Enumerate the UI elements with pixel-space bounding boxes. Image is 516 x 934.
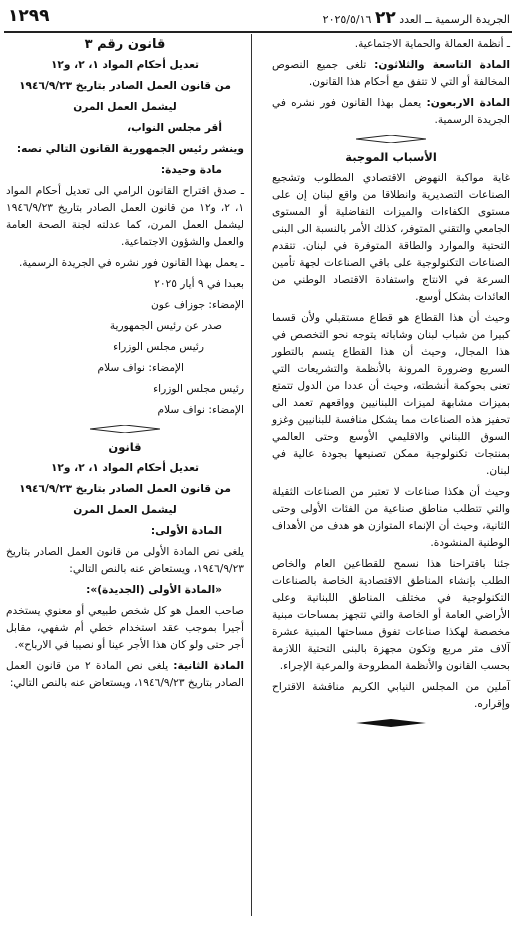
article-text: ـ صدق اقتراح القانون الرامي الى تعديل أحكام المواد ١، ٢، و١٢ من قانون العمل الصادر بتاريخ ١٩٤٦/٩/٢٣ ليشمل العمل المرن، كما عدلته لجنة الصحة العامة والعمل والشؤون الاجتماعية. (6, 185, 245, 248)
new-article-heading: «المادة الأولى (الجديدة)»: (86, 584, 222, 596)
law-title-line: ليشمل العمل المرن (73, 101, 177, 113)
signature: الإمضاء: نواف سلام (157, 404, 244, 416)
article-text: صاحب العمل هو كل شخص طبيعي أو معنوي يستخدم أجيرا بموجب عقد استخدام خطي أم شفهي، مقابل أجر حتى ولو كان هذا الأجر عينا أو نصيبا في الارباح». (6, 605, 244, 651)
law-title-line: من قانون العمل الصادر بتاريخ ١٩٤٦/٩/٢٣ (19, 483, 231, 495)
end-ornament (356, 719, 426, 727)
article-text: يلغى نص المادة ٢ من قانون العمل الصادر بتاريخ ١٩٤٦/٩/٢٣، ويستعاض عنه بالنص التالي: (6, 660, 244, 689)
journal-name: الجريدة الرسمية ــ العدد (399, 13, 510, 26)
page-number: ١٢٩٩ (8, 6, 50, 26)
issue-number: ٢٢ (374, 8, 396, 28)
reasons-paragraph: غاية مواكبة النهوض الاقتصادي المطلوب وتشجيع الصناعات التصديرية وانطلاقا من واقع لبنان إن على مستوى الكفاءات والميزات التفاضلية أو المستوى الجامعي والتقني المتوفر، كذلك الأمر بالنسبة الى البنى التحتية والموارد والطاقة المتوفرة في لبنان. تتقدم الصناعات التكنولوجية على باقي الصناعات لجهة تأمين السرعة في الانتاج واستفادة الاقتصاد الوطني من العائدات بشكل أوسع. (272, 172, 510, 303)
pm-title: رئيس مجلس الوزراء (113, 341, 204, 353)
article-text: تلغى جميع النصوص المخالفة أو التي لا تتفق مع أحكام هذا القانون. (272, 59, 510, 88)
parliament-line: أقر مجلس النواب، (127, 122, 222, 134)
law-title-line: ليشمل العمل المرن (73, 504, 177, 516)
issue-date: ٢٠٢٥/٥/١٦ (322, 13, 372, 26)
signature: الإمضاء: نواف سلام (97, 362, 184, 374)
reasons-paragraph: جئنا باقتراحنا هذا نسمح للقطاعين العام والخاص الطلب بإنشاء المناطق الاقتصادية الخاصة بالصناعات التكنولوجية في مختلف المناطق اللبنانية وعلى الأراضي العامة أو الخاصة والتي تتجهز بمساحات مبنية مخصصة لهكذا صناعات تفوق مساحتها المبنية عشرة آلاف متر مربع وتكون مجهزة بالبنى التحتية اللازمة بحسب القانون والأنظمة المطروحة والمرعية الإجراء. (272, 558, 510, 672)
law-title-line: تعديل أحكام المواد ١، ٢، و١٢ (50, 462, 200, 474)
article-2 (6, 658, 244, 692)
single-article-heading: مادة وحيدة: (160, 164, 222, 176)
column-divider (251, 34, 252, 916)
article-text: يلغى نص المادة الأولى من قانون العمل الصادر بتاريخ ١٩٤٦/٩/٢٣، ويستعاض عنه بالنص التالي: (6, 546, 244, 575)
reasons-title: الأسباب الموجبة (345, 150, 437, 164)
separator-ornament (90, 425, 160, 433)
issued-by: صدر عن رئيس الجمهورية (109, 320, 222, 332)
article-text: ـ يعمل بهذا القانون فور نشره في الجريدة الرسمية. (18, 257, 244, 269)
right-column (272, 36, 510, 733)
reasons-paragraph: آملين من المجلس النيابي الكريم مناقشة الاقتراح وإقراره. (272, 681, 510, 710)
president-line: وينشر رئيس الجمهورية القانون التالي نصه: (16, 143, 244, 155)
article-heading: المادة الثانية: (173, 660, 244, 672)
date-line: بعبدا في ٩ أيار ٢٠٢٥ (154, 278, 244, 290)
pm-title: رئيس مجلس الوزراء (153, 383, 244, 395)
reasons-paragraph: وحيث أن هذا القطاع هو قطاع مستقبلي ولأن قسما كبيرا من شباب لبنان وشاباته يتوجه نحو التخصص في هذا المجال، وحيث أن هذا القطاع يتسم بالتطور السريع وضرورة المرونة بالأنظمة والتشريعات التي تعنى بحوكمة أنشطته، وحيث أن عددا من الدول تتمتع بميزات مشابهة لميزات اللبنانيين وواقعهم تعمد الى تحفيز هذه الصناعات مما يشكل منافسة للبنانيين وغزو السوق اللبناني والاقليمي الأوسع وحتى العالمي بمنتجات تكنولوجية ممكن تصنيعها بجودة عالية في لبنان. (272, 312, 510, 477)
list-item: ـ أنظمة العمالة والحماية الاجتماعية. (354, 38, 510, 50)
article-text: يعمل بهذا القانون فور نشره في الجريدة الرسمية. (272, 97, 510, 126)
journal-title (323, 8, 510, 28)
law-title-line: من قانون العمل الصادر بتاريخ ١٩٤٦/٩/٢٣ (19, 80, 231, 92)
separator-ornament (356, 135, 426, 143)
article-heading: المادة الاربعون: (426, 97, 510, 109)
signature: الإمضاء: جوزاف عون (151, 299, 244, 311)
reasons-paragraph: وحيث أن هكذا صناعات لا تعتبر من الصناعات الثقيلة والتي تتطلب مناطق صناعية من الفئات الأولى وحتى الثانية، وحيث أن الإنماء المتوازن هو هدف من الأهداف الوطنية المنشودة. (272, 486, 510, 549)
law-heading: قانون (108, 440, 142, 454)
law-number: قانون رقم ٣ (84, 37, 166, 52)
article-heading: المادة التاسعة والثلاثون: (374, 59, 511, 71)
left-column (6, 36, 244, 696)
law-title-line: تعديل أحكام المواد ١، ٢، و١٢ (50, 59, 200, 71)
article-40 (272, 95, 510, 129)
article-heading: المادة الأولى: (150, 525, 222, 537)
article-39 (272, 57, 510, 91)
header-rule (4, 31, 512, 33)
page-header (6, 6, 510, 28)
